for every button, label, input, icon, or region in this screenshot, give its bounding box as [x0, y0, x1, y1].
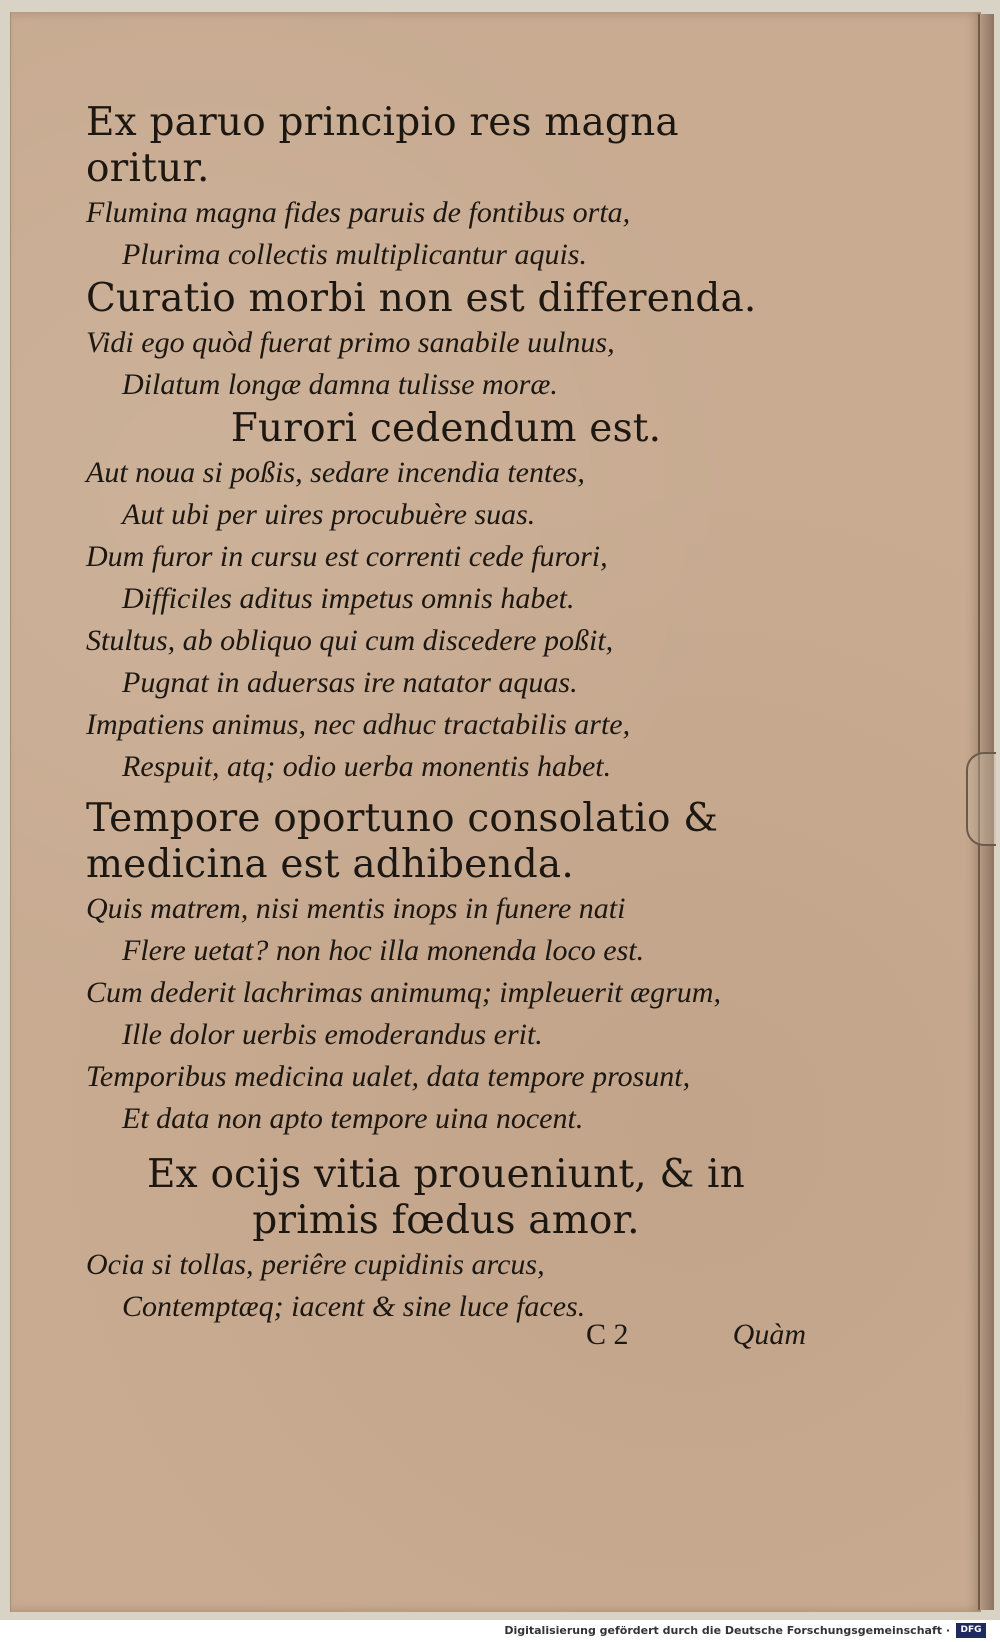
- verse-line: Ille dolor uerbis emoderandus erit.: [122, 1018, 543, 1051]
- section-heading: Curatio morbi non est differenda.: [86, 276, 757, 321]
- section: [86, 1152, 806, 1328]
- verse-line: Flumina magna fides paruis de fontibus orta,: [86, 196, 631, 229]
- verse-line: Contemptæq; iacent & sine luce faces.: [122, 1290, 586, 1323]
- verse-line: Stultus, ab obliquo qui cum discedere poßit,: [86, 624, 614, 657]
- page-marks: [86, 1318, 806, 1368]
- section-heading: Ex paruo principio res magna oritur.: [86, 100, 679, 191]
- verse-line: Quis matrem, nisi mentis inops in funere nati: [86, 892, 626, 925]
- verse-line: Cum dederit lachrimas animumq; impleuerit ægrum,: [86, 976, 721, 1009]
- section-heading: Ex ocijs vitia proueniunt, & in primis fœdus amor.: [147, 1152, 745, 1243]
- text-block: [86, 100, 806, 1328]
- signature-mark: C 2: [586, 1318, 629, 1351]
- verse-line: Aut ubi per uires procubuère suas.: [122, 498, 536, 531]
- verse-line: Plurima collectis multiplicantur aquis.: [122, 238, 587, 271]
- verse-line: Difficiles aditus impetus omnis habet.: [122, 582, 575, 615]
- section: [86, 796, 806, 1140]
- verse-line: Vidi ego quòd fuerat primo sanabile uulnus,: [86, 326, 615, 359]
- verse-line: Et data non apto tempore uina nocent.: [122, 1102, 584, 1135]
- verse-line: Dum furor in cursu est correnti cede furori,: [86, 540, 608, 573]
- section: [86, 406, 806, 788]
- verse-line: Temporibus medicina ualet, data tempore prosunt,: [86, 1060, 691, 1093]
- verse-line: Impatiens animus, nec adhuc tractabilis arte,: [86, 708, 631, 741]
- verse-line: Pugnat in aduersas ire natator aquas.: [122, 666, 578, 699]
- section-heading: Tempore oportuno consolatio & medicina est adhibenda.: [86, 796, 719, 887]
- verse-line: Aut noua si poßis, sedare incendia tentes,: [86, 456, 585, 489]
- section-heading: Furori cedendum est.: [230, 406, 662, 451]
- footer-text: Digitalisierung gefördert durch die Deutsche Forschungsgemeinschaft ·: [504, 1624, 950, 1637]
- verse-line: Dilatum longæ damna tulisse moræ.: [122, 368, 558, 401]
- verse-line: Flere uetat? non hoc illa monenda loco est.: [122, 934, 645, 967]
- section: [86, 276, 806, 406]
- footer-bar: [0, 1620, 1000, 1642]
- verse-line: Respuit, atq; odio uerba monentis habet.: [122, 750, 612, 783]
- page-clip: [966, 752, 996, 846]
- section: [86, 100, 806, 276]
- dfg-logo: DFG: [956, 1623, 986, 1638]
- catchword: Quàm: [732, 1318, 806, 1351]
- verse-line: Ocia si tollas, periêre cupidinis arcus,: [86, 1248, 545, 1281]
